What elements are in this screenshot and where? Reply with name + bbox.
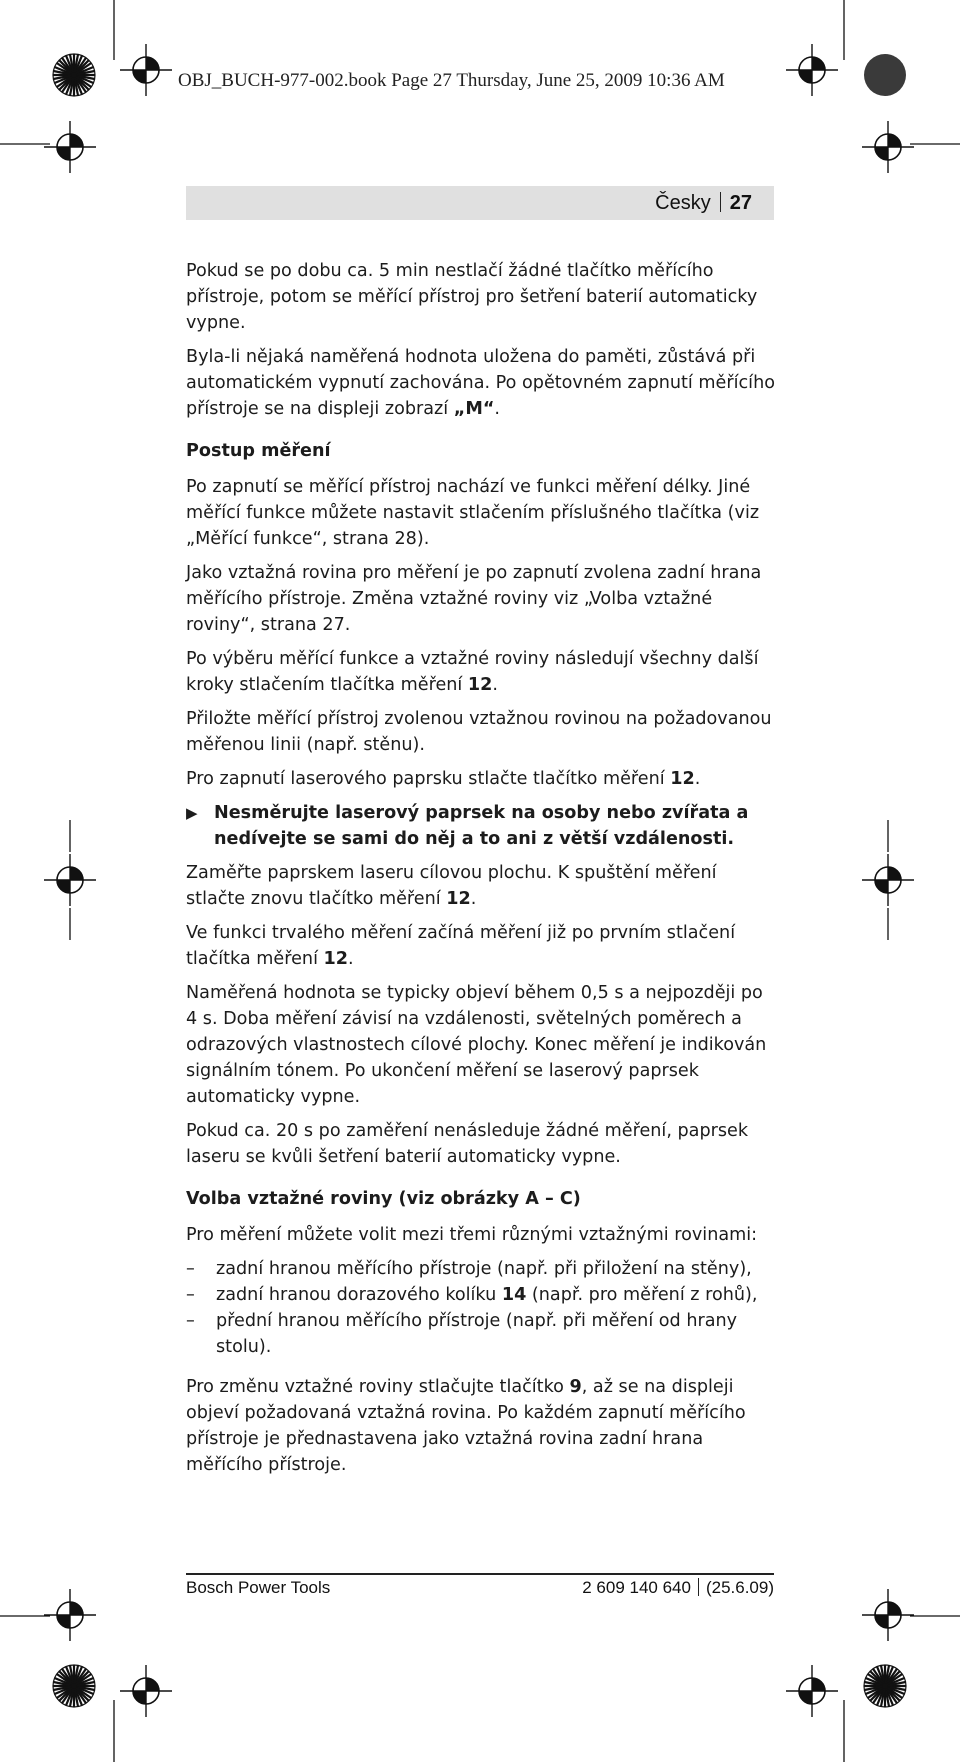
dash-bullet: – [186,1259,195,1279]
paragraph-auto-off: Pokud se po dobu ca. 5 min nestlačí žádné tlačítko měřícího přístroje, potom se měřící přístroj pro šetření baterií automaticky vypne. [186,261,758,333]
list-text: (např. pro měření z rohů), [526,1285,758,1305]
paragraph-text: Byla-li nějaká naměřená hodnota uložena do paměti, zůstává při automatickém vypnutí zachována. Po opětovném zapnutí měřícího přístroje se na displeji zobrazí [186,347,775,419]
registration-crosshair-icon [786,1665,838,1717]
footer-doc-info [582,1578,774,1598]
paragraph-laser-auto-off: Pokud ca. 20 s po zaměření nenásleduje žádné měření, paprsek laseru se kvůli šetření baterií automaticky vypne. [186,1121,749,1167]
page-header [186,186,774,220]
registration-starburst-icon [53,1665,95,1707]
paragraph-text: . [348,949,354,969]
warning-text: Nesměrujte laserový paprsek na osoby nebo zvířata a nedívejte se sami do něj a to ani z větší vzdálenosti. [214,803,749,849]
memory-symbol: „M“ [453,399,495,419]
paragraph-text: Pro změnu vztažné roviny stlačujte tlačítko [186,1377,570,1397]
paragraph-text: . [494,399,500,419]
list-ref: 14 [501,1285,527,1305]
registration-crosshair-icon [44,854,96,906]
registration-starburst-icon [864,1665,906,1707]
button-reference: 12 [446,889,471,909]
header-text [655,192,752,215]
footer-doc-number: 2 609 140 640 [582,1578,691,1597]
list-item-text [216,1282,758,1308]
registration-crosshair-icon [120,44,172,96]
registration-solid-circle-icon [864,54,906,96]
registration-starburst-icon [53,54,95,96]
button-reference: 9 [569,1377,582,1397]
dash-bullet: – [186,1311,195,1331]
paragraph-text: Po výběru měřící funkce a vztažné roviny následují všechny další kroky stlačením tlačítka měření [186,649,759,695]
paragraph-apply-tool: Přiložte měřící přístroj zvolenou vztažnou rovinou na požadovanou měřenou linii (např. stěnu). [186,709,772,755]
list-item [186,1308,776,1360]
registration-crosshair-icon [862,1589,914,1641]
paragraph-text: . [470,889,477,909]
list-item-text [216,1256,752,1282]
footer-rule [186,1573,774,1575]
paragraph-text: Zaměřte paprskem laseru cílovou plochu. K spuštění měření stlačte znovu tlačítko měření [186,863,717,909]
paragraph-text: Ve funkci trvalého měření začíná měření již po prvním stlačení tlačítka měření [186,923,736,969]
button-reference: 12 [670,769,695,789]
list-text: přední hranou měřícího přístroje (např. při měření od hrany stolu). [216,1311,738,1357]
warning-triangle-icon: ▶ [186,804,198,822]
paragraph-aim-target [186,860,776,912]
paragraph-reference-default: Jako vztažná rovina pro měření je po zapnutí zvolena zadní hrana měřícího přístroje. Změna vztažné roviny viz „Volba vztažné roviny“, strana 27. [186,563,762,635]
paragraph-next-steps [186,646,776,698]
paragraph-default-function: Po zapnutí se měřící přístroj nachází ve funkci měření délky. Jiné měřící funkce můžete nastavit stlačením příslušného tlačítka (viz „Měřící funkce“, strana 28). [186,477,760,549]
page-number: 27 [729,192,752,214]
registration-crosshair-icon [862,854,914,906]
footer-separator [698,1578,699,1596]
registration-crosshair-icon [120,1665,172,1717]
laser-warning [186,800,776,852]
paragraph-text: , až se na displeji objeví požadovaná vztažná rovina. Po každém zapnutí měřícího přístroje je přednastavena jako vztažná rovina zadní hrana měřícího přístroje. [186,1377,746,1475]
registration-crosshair-icon [44,121,96,173]
dash-bullet: – [186,1285,195,1305]
registration-crosshair-icon [862,121,914,173]
button-reference: 12 [323,949,349,969]
header-separator [720,192,721,212]
section-heading-measuring-procedure: Postup měření [186,441,331,461]
registration-crosshair-icon [44,1589,96,1641]
section-heading-reference-plane: Volba vztažné roviny (viz obrázky A – C) [186,1189,581,1209]
paragraph-continuous-mode [186,920,776,972]
list-text: zadní hranou dorazového kolíku [216,1285,502,1305]
page-body [186,258,776,1486]
book-slug-line: OBJ_BUCH-977-002.book Page 27 Thursday, June 25, 2009 10:36 AM [178,70,725,91]
footer-date: (25.6.09) [705,1578,774,1597]
paragraph-measuring-time: Naměřená hodnota se typicky objeví během 0,5 s a nejpozději po 4 s. Doba měření závisí na vzdálenosti, světelných poměrech a odrazových vlastnostech cílové plochy. Konec měření je indikován signálním tónem. Po ukončení měření se laserový paprsek automaticky vypne. [186,983,767,1107]
paragraph-change-reference [186,1374,776,1478]
list-text: zadní hranou měřícího přístroje (např. při přiložení na stěny), [216,1259,752,1279]
footer-brand: Bosch Power Tools [186,1578,331,1597]
paragraph-reference-intro: Pro měření můžete volit mezi třemi různými vztažnými rovinami: [186,1225,758,1245]
registration-crosshair-icon [786,44,838,96]
reference-plane-list [186,1256,776,1360]
button-reference: 12 [467,675,493,695]
list-item [186,1256,776,1282]
paragraph-memory [186,344,776,422]
paragraph-text: Pro zapnutí laserového paprsku stlačte tlačítko měření [186,769,671,789]
paragraph-laser-on [186,766,776,792]
list-item-text [216,1308,776,1360]
header-language: Česky [655,192,711,214]
paragraph-text: . [694,769,701,789]
list-item [186,1282,776,1308]
paragraph-text: . [492,675,498,695]
